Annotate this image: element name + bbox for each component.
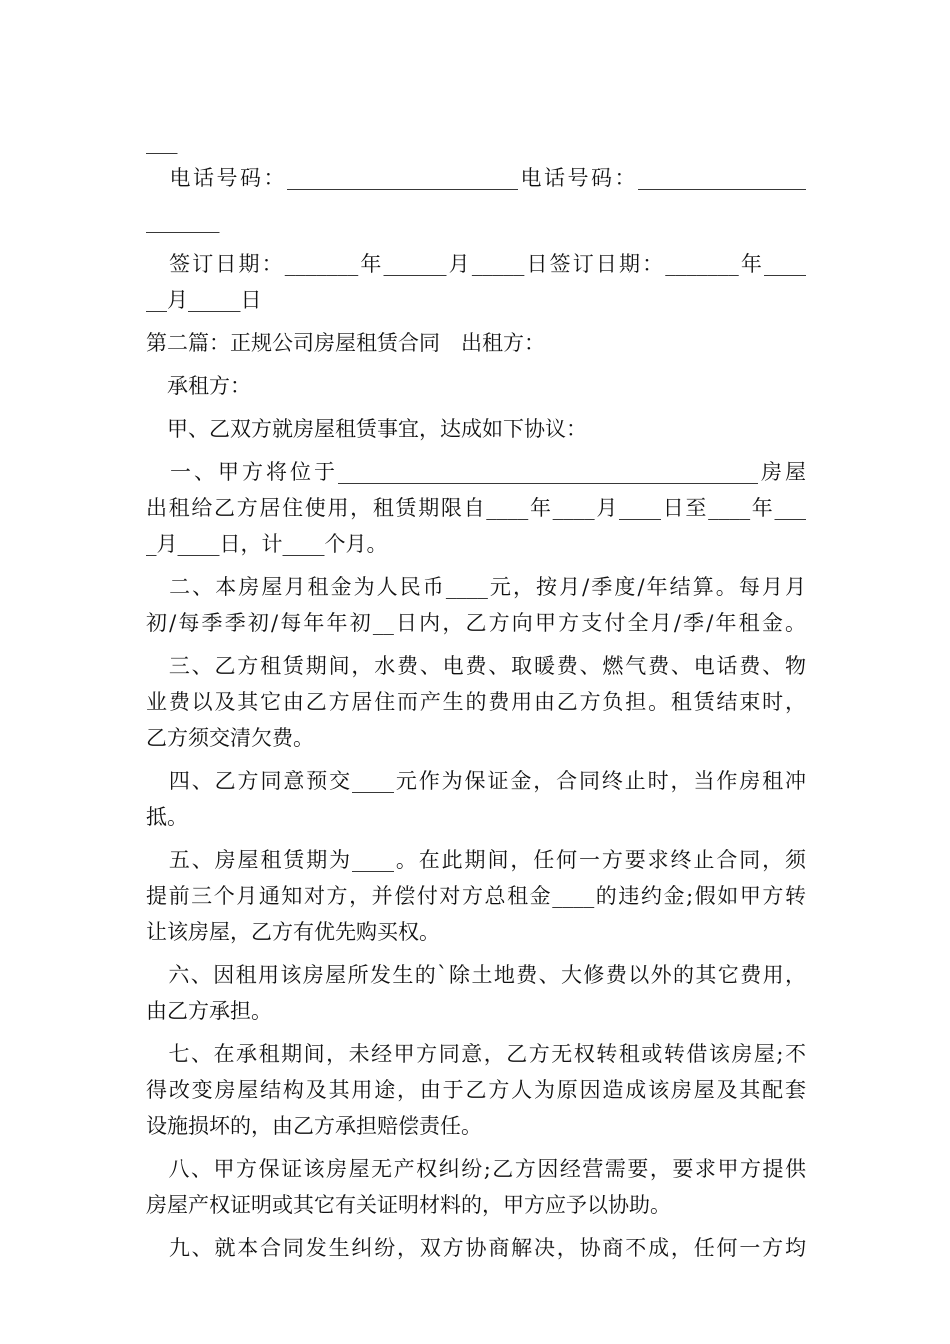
clause-1-line-1: 一、甲方将位于________________________________________房屋 bbox=[146, 460, 806, 484]
clause-1-line-2: 出租给乙方居住使用，租赁期限自____年____月____日至____年___ bbox=[146, 496, 806, 520]
clause-4-line-2: 抵。 bbox=[146, 805, 188, 829]
clause-6-line-2: 由乙方承担。 bbox=[146, 999, 272, 1023]
clause-3-line-1: 三、乙方租赁期间，水费、电费、取暖费、燃气费、电话费、物 bbox=[146, 654, 806, 678]
clause-8-line-2: 房屋产权证明或其它有关证明材料的，甲方应予以协助。 bbox=[146, 1193, 671, 1217]
clause-6-line-1: 六、因租用该房屋所发生的`除土地费、大修费以外的其它费用， bbox=[146, 963, 806, 987]
line-sign-dates: 签订日期：_______年______月_____日签订日期：_______年____ bbox=[146, 252, 806, 276]
line-agreement-intro: 甲、乙双方就房屋租赁事宜，达成如下协议： bbox=[146, 417, 587, 441]
clause-5-line-1: 五、房屋租赁期为____。在此期间，任何一方要求终止合同，须 bbox=[146, 848, 806, 872]
line-phone-numbers: 电话号码：______________________电话号码：________________ bbox=[146, 166, 806, 190]
section-heading: 第二篇：正规公司房屋租赁合同 出租方： bbox=[146, 331, 545, 355]
clause-5-line-3: 让该房屋，乙方有优先购买权。 bbox=[146, 920, 440, 944]
line-underscore: ___ bbox=[146, 130, 178, 154]
clause-7-line-3: 设施损坏的，由乙方承担赔偿责任。 bbox=[146, 1114, 482, 1138]
clause-3-line-3: 乙方须交清欠费。 bbox=[146, 726, 314, 750]
clause-9-line-1: 九、就本合同发生纠纷，双方协商解决，协商不成，任何一方均 bbox=[146, 1236, 806, 1260]
clause-8-line-1: 八、甲方保证该房屋无产权纠纷;乙方因经营需要，要求甲方提供 bbox=[146, 1157, 806, 1181]
clause-5-line-2: 提前三个月通知对方，并偿付对方总租金____的违约金;假如甲方转 bbox=[146, 884, 806, 908]
clause-2-line-2: 初/每季季初/每年年初__日内，乙方向甲方支付全月/季/年租金。 bbox=[146, 611, 806, 635]
clause-1-line-3: _月____日，计____个月。 bbox=[146, 532, 388, 556]
clause-3-line-2: 业费以及其它由乙方居住而产生的费用由乙方负担。租赁结束时， bbox=[146, 690, 806, 714]
clause-7-line-1: 七、在承租期间，未经甲方同意，乙方无权转租或转借该房屋;不 bbox=[146, 1042, 806, 1066]
clause-2-line-1: 二、本房屋月租金为人民币____元，按月/季度/年结算。每月月 bbox=[146, 575, 806, 599]
clause-7-line-2: 得改变房屋结构及其用途，由于乙方人为原因造成该房屋及其配套 bbox=[146, 1078, 806, 1102]
line-sign-date-continuation: __月_____日 bbox=[146, 288, 262, 312]
document-page bbox=[146, 124, 806, 1266]
line-phone-continuation: _______ bbox=[146, 209, 220, 233]
clause-4-line-1: 四、乙方同意预交____元作为保证金，合同终止时，当作房租冲 bbox=[146, 769, 806, 793]
line-lessee: 承租方： bbox=[146, 374, 251, 398]
